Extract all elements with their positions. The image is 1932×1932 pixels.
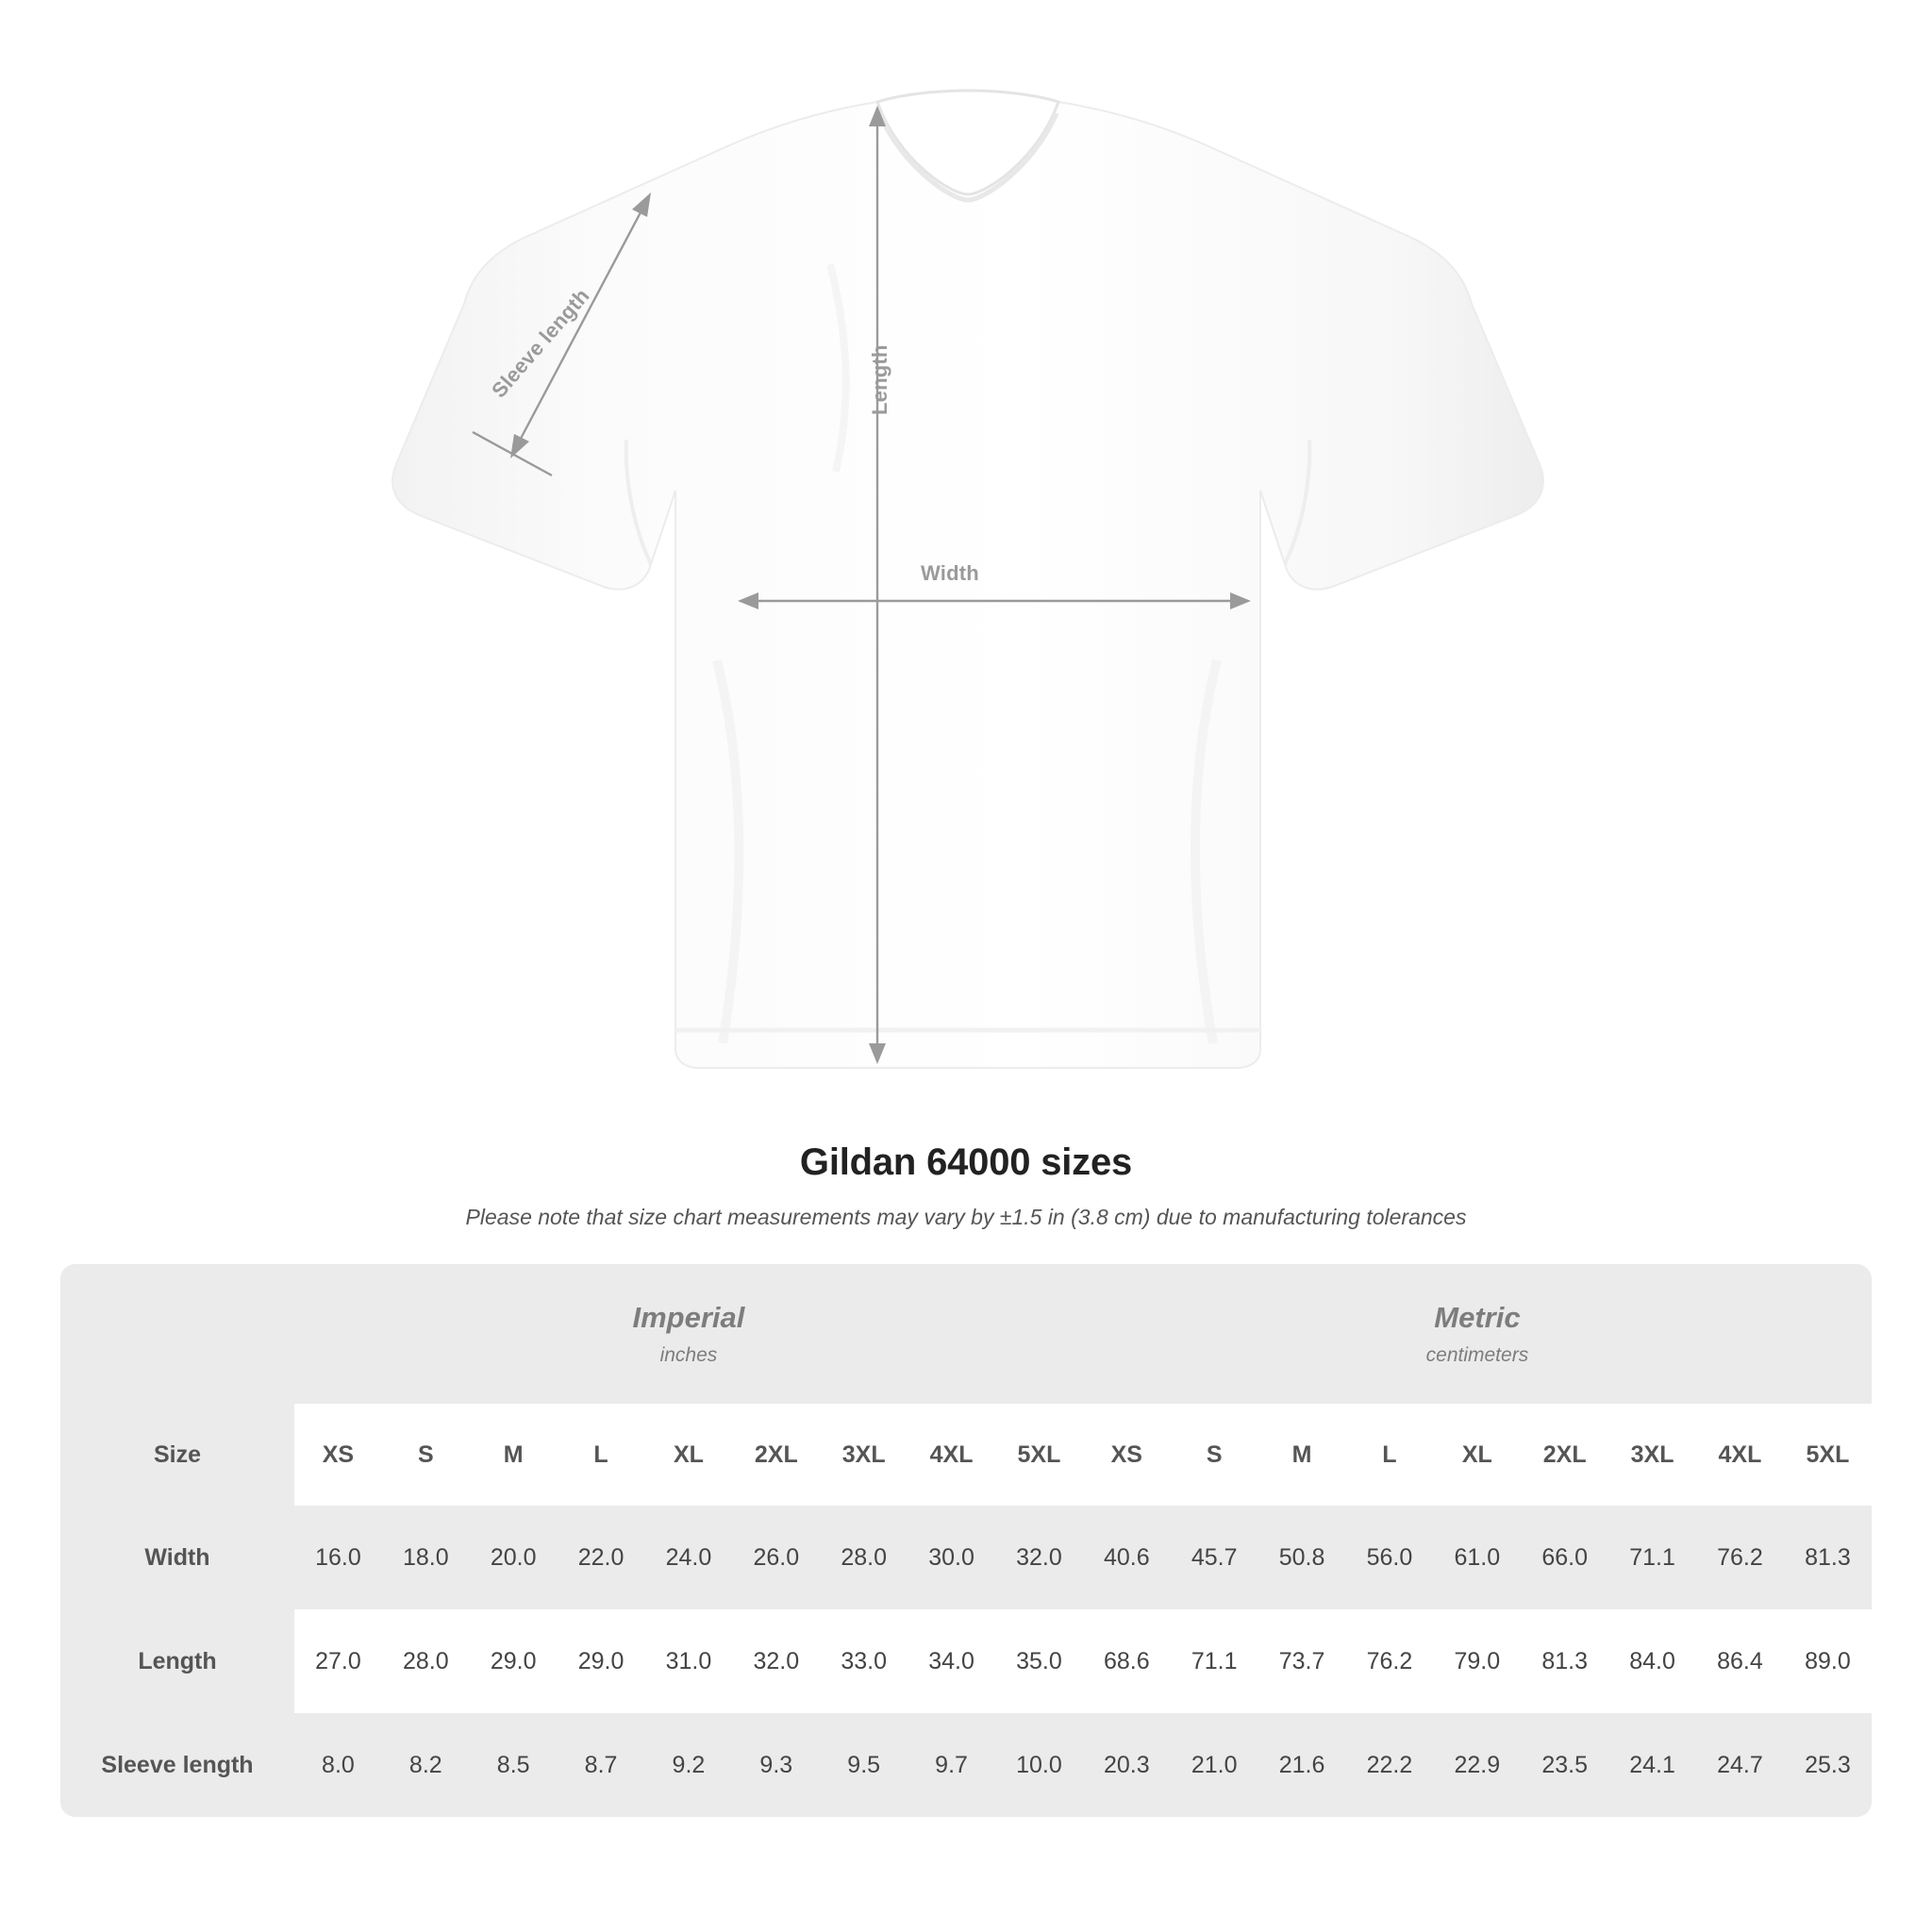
cell-width-2xl-cm: 66.0 (1521, 1506, 1608, 1609)
cell-length-4xl-in: 34.0 (908, 1609, 995, 1713)
size-header-cell: M (1258, 1404, 1346, 1506)
cell-sleeve-xl-in: 9.2 (645, 1713, 733, 1817)
size-header-label: Size (60, 1404, 294, 1506)
unit-header-row (60, 1264, 1872, 1404)
cell-width-3xl-cm: 71.1 (1608, 1506, 1696, 1609)
cell-sleeve-xs-in: 8.0 (294, 1713, 382, 1817)
cell-width-l-in: 22.0 (558, 1506, 645, 1609)
table-row (60, 1609, 1872, 1713)
cell-length-3xl-cm: 84.0 (1608, 1609, 1696, 1713)
size-header-cell: S (382, 1404, 470, 1506)
cell-width-4xl-in: 30.0 (908, 1506, 995, 1609)
length-label: Length (868, 344, 891, 415)
cell-sleeve-2xl-in: 9.3 (732, 1713, 820, 1817)
cell-length-l-cm: 76.2 (1346, 1609, 1434, 1713)
cell-length-m-cm: 73.7 (1258, 1609, 1346, 1713)
size-header-cell: XS (294, 1404, 382, 1506)
cell-length-m-in: 29.0 (470, 1609, 558, 1713)
cell-sleeve-4xl-in: 9.7 (908, 1713, 995, 1817)
cell-sleeve-s-in: 8.2 (382, 1713, 470, 1817)
size-header-cell: 4XL (1696, 1404, 1784, 1506)
size-header-cell: 4XL (908, 1404, 995, 1506)
cell-width-m-in: 20.0 (470, 1506, 558, 1609)
row-label-sleeve-length: Sleeve length (60, 1713, 294, 1817)
cell-length-l-in: 29.0 (558, 1609, 645, 1713)
cell-sleeve-s-cm: 21.0 (1171, 1713, 1258, 1817)
cell-sleeve-3xl-in: 9.5 (820, 1713, 908, 1817)
size-header-cell: 5XL (1784, 1404, 1872, 1506)
unit-name-imperial: inches (659, 1344, 718, 1366)
size-header-cell: 2XL (732, 1404, 820, 1506)
cell-sleeve-5xl-in: 10.0 (995, 1713, 1083, 1817)
cell-width-5xl-cm: 81.3 (1784, 1506, 1872, 1609)
cell-length-xl-in: 31.0 (645, 1609, 733, 1713)
cell-width-xl-in: 24.0 (645, 1506, 733, 1609)
cell-width-s-cm: 45.7 (1171, 1506, 1258, 1609)
sleeve-length-label: Sleeve length (487, 283, 594, 403)
cell-length-s-cm: 71.1 (1171, 1609, 1258, 1713)
size-header-cell: M (470, 1404, 558, 1506)
cell-width-3xl-in: 28.0 (820, 1506, 908, 1609)
unit-system-metric: Metric (1434, 1301, 1521, 1334)
cell-width-4xl-cm: 76.2 (1696, 1506, 1784, 1609)
page-title: Gildan 64000 sizes (799, 1141, 1133, 1183)
cell-sleeve-3xl-cm: 24.1 (1608, 1713, 1696, 1817)
width-label: Width (921, 561, 979, 585)
cell-sleeve-xl-cm: 22.9 (1433, 1713, 1521, 1817)
cell-sleeve-2xl-cm: 23.5 (1521, 1713, 1608, 1817)
unit-header-spacer (60, 1264, 294, 1404)
cell-length-xs-in: 27.0 (294, 1609, 382, 1713)
cell-width-l-cm: 56.0 (1346, 1506, 1434, 1609)
cell-length-5xl-in: 35.0 (995, 1609, 1083, 1713)
unit-group-metric (1083, 1264, 1872, 1404)
cell-width-5xl-in: 32.0 (995, 1506, 1083, 1609)
tolerance-note: Please note that size chart measurements may vary by ±1.5 in (3.8 cm) due to manufacturing tolerances (465, 1205, 1467, 1229)
cell-width-m-cm: 50.8 (1258, 1506, 1346, 1609)
size-header-cell: XS (1083, 1404, 1171, 1506)
cell-sleeve-4xl-cm: 24.7 (1696, 1713, 1784, 1817)
cell-length-s-in: 28.0 (382, 1609, 470, 1713)
unit-name-metric: centimeters (1425, 1344, 1529, 1366)
cell-width-xs-cm: 40.6 (1083, 1506, 1171, 1609)
cell-length-xs-cm: 68.6 (1083, 1609, 1171, 1713)
size-header-cell: XL (645, 1404, 733, 1506)
unit-group-imperial (294, 1264, 1083, 1404)
size-header-row (60, 1404, 1872, 1506)
row-label-width: Width (60, 1506, 294, 1609)
size-header-cell: S (1171, 1404, 1258, 1506)
cell-length-2xl-in: 32.0 (732, 1609, 820, 1713)
unit-system-imperial: Imperial (632, 1301, 745, 1334)
cell-width-xs-in: 16.0 (294, 1506, 382, 1609)
table-row (60, 1506, 1872, 1609)
cell-length-4xl-cm: 86.4 (1696, 1609, 1784, 1713)
size-header-cell: L (1346, 1404, 1434, 1506)
size-header-cell: 2XL (1521, 1404, 1608, 1506)
cell-width-s-in: 18.0 (382, 1506, 470, 1609)
table-row (60, 1713, 1872, 1817)
size-table (60, 1264, 1872, 1817)
cell-sleeve-l-cm: 22.2 (1346, 1713, 1434, 1817)
size-header-cell: 5XL (995, 1404, 1083, 1506)
cell-width-xl-cm: 61.0 (1433, 1506, 1521, 1609)
cell-length-3xl-in: 33.0 (820, 1609, 908, 1713)
cell-length-2xl-cm: 81.3 (1521, 1609, 1608, 1713)
size-header-cell: XL (1433, 1404, 1521, 1506)
size-header-cell: 3XL (1608, 1404, 1696, 1506)
cell-sleeve-l-in: 8.7 (558, 1713, 645, 1817)
cell-length-5xl-cm: 89.0 (1784, 1609, 1872, 1713)
size-header-cell: L (558, 1404, 645, 1506)
cell-width-2xl-in: 26.0 (732, 1506, 820, 1609)
size-table-wrapper (60, 1264, 1872, 1817)
cell-length-xl-cm: 79.0 (1433, 1609, 1521, 1713)
title-block (0, 1141, 1932, 1230)
row-label-length: Length (60, 1609, 294, 1713)
cell-sleeve-m-cm: 21.6 (1258, 1713, 1346, 1817)
size-header-cell: 3XL (820, 1404, 908, 1506)
cell-sleeve-xs-cm: 20.3 (1083, 1713, 1171, 1817)
cell-sleeve-m-in: 8.5 (470, 1713, 558, 1817)
cell-sleeve-5xl-cm: 25.3 (1784, 1713, 1872, 1817)
